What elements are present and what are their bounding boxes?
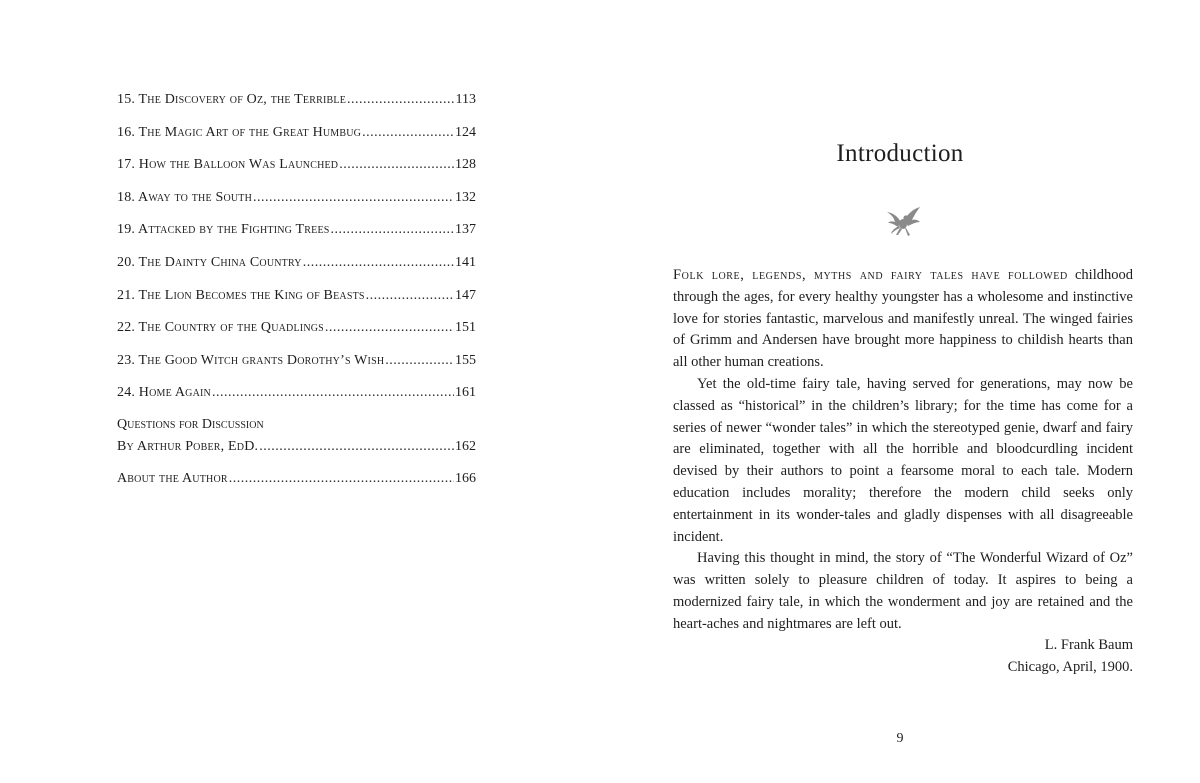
toc-entry-title: 24. Home Again	[117, 385, 211, 401]
toc-entry-page: 137	[455, 222, 476, 238]
toc-entry-page: 166	[455, 471, 476, 486]
toc-entry-page: 151	[455, 320, 476, 336]
toc-entry-about	[117, 468, 476, 501]
signature-block	[1008, 634, 1133, 678]
paragraph: Having this thought in mind, the story of “The Wonderful Wizard of Oz” was written solely to pleasure children of today. It aspires to being a modernized fairy tale, in which the wonderment and joy are retained and the heart-aches and nightmares are left out.	[673, 550, 1133, 632]
table-of-contents	[117, 89, 476, 415]
paragraph	[673, 265, 1133, 374]
toc-entry	[117, 382, 476, 415]
toc-leader-dots	[366, 285, 454, 307]
toc-leader-dots	[229, 468, 454, 490]
toc-leader-dots	[253, 187, 454, 209]
toc-entry-page: 155	[455, 352, 476, 368]
toc-entry	[117, 122, 476, 155]
toc-entry-subtitle: By Arthur Pober, EdD.	[117, 439, 259, 454]
toc-entry-page: 162	[455, 439, 476, 454]
toc-entry-questions	[117, 414, 476, 458]
toc-entry-page: 113	[455, 92, 476, 107]
toc-entry	[117, 468, 476, 501]
toc-entry	[117, 154, 476, 187]
toc-entry	[117, 317, 476, 350]
toc-entry-title: 17. How the Balloon Was Launched	[117, 157, 339, 173]
toc-entry	[117, 285, 476, 318]
toc-leader-dots	[212, 382, 454, 404]
toc-entry-title: 18. Away to the South	[117, 189, 253, 205]
toc-leader-dots	[347, 89, 455, 111]
toc-entry-page: 161	[455, 385, 476, 401]
toc-entry-title: 15. The Discovery of Oz, the Terrible	[117, 92, 346, 107]
toc-entry-page: 124	[455, 124, 476, 140]
author-name: L. Frank Baum	[1044, 637, 1133, 653]
toc-leader-dots	[259, 436, 454, 458]
toc-leader-dots	[331, 219, 454, 241]
introduction-body	[673, 265, 1133, 636]
toc-leader-dots	[303, 252, 454, 274]
lead-in-text: Folk lore, legends, myths and fairy tales have followed	[673, 267, 1068, 283]
toc-leader-dots	[325, 317, 454, 339]
place-date: Chicago, April, 1900.	[1007, 659, 1133, 675]
page-number: 9	[896, 731, 904, 746]
toc-entry-title: 22. The Country of the Quadlings	[117, 320, 324, 336]
toc-entry-page: 128	[455, 157, 476, 173]
toc-leader-dots	[362, 122, 454, 144]
toc-entry	[117, 187, 476, 220]
toc-entry-title: Questions for Discussion	[117, 417, 264, 432]
toc-entry	[117, 219, 476, 252]
toc-entry-page: 147	[455, 287, 476, 303]
toc-entry-title: 19. Attacked by the Fighting Trees	[117, 222, 330, 238]
page-title: Introduction	[836, 140, 964, 167]
toc-entry	[117, 252, 476, 285]
toc-entry-title: About the Author	[117, 471, 228, 486]
toc-entry	[117, 350, 476, 383]
paragraph: Yet the old-time fairy tale, having served for generations, may now be classed as “historical” in the children’s library; for the time has come for a series of newer “wonder tales” in which the stereotyped genie, dwarf and fairy are eliminated, together with all the horrible and bloodcurdling incident devised by their authors to point a fearsome moral to each tale. Modern education includes morality; therefore the modern child seeks only entertainment in its wonder-tales and gladly dispenses with all disagreeable incident.	[673, 375, 1133, 545]
winged-monkey-icon	[883, 200, 923, 240]
toc-leader-dots	[385, 350, 454, 372]
toc-entry	[117, 89, 476, 122]
toc-leader-dots	[339, 154, 454, 176]
toc-entry-title: 16. The Magic Art of the Great Humbug	[117, 124, 362, 140]
right-page	[600, 0, 1200, 783]
toc-entry-title: 23. The Good Witch grants Dorothy’s Wish	[117, 352, 385, 368]
toc-entry-page: 141	[455, 254, 476, 270]
toc-entry-line	[117, 436, 476, 458]
toc-entry-title: 20. The Dainty China Country	[117, 254, 302, 270]
paragraph-text: childhood through the ages, for every healthy youngster has a wholesome and instinctive love for stories fantastic, marvelous and manifestly unreal. The winged fairies of Grimm and Andersen have brought more happiness to childish hearts than all other human creations.	[673, 267, 1133, 371]
toc-entry-page: 132	[455, 189, 476, 205]
toc-entry-title: 21. The Lion Becomes the King of Beasts	[117, 287, 365, 303]
